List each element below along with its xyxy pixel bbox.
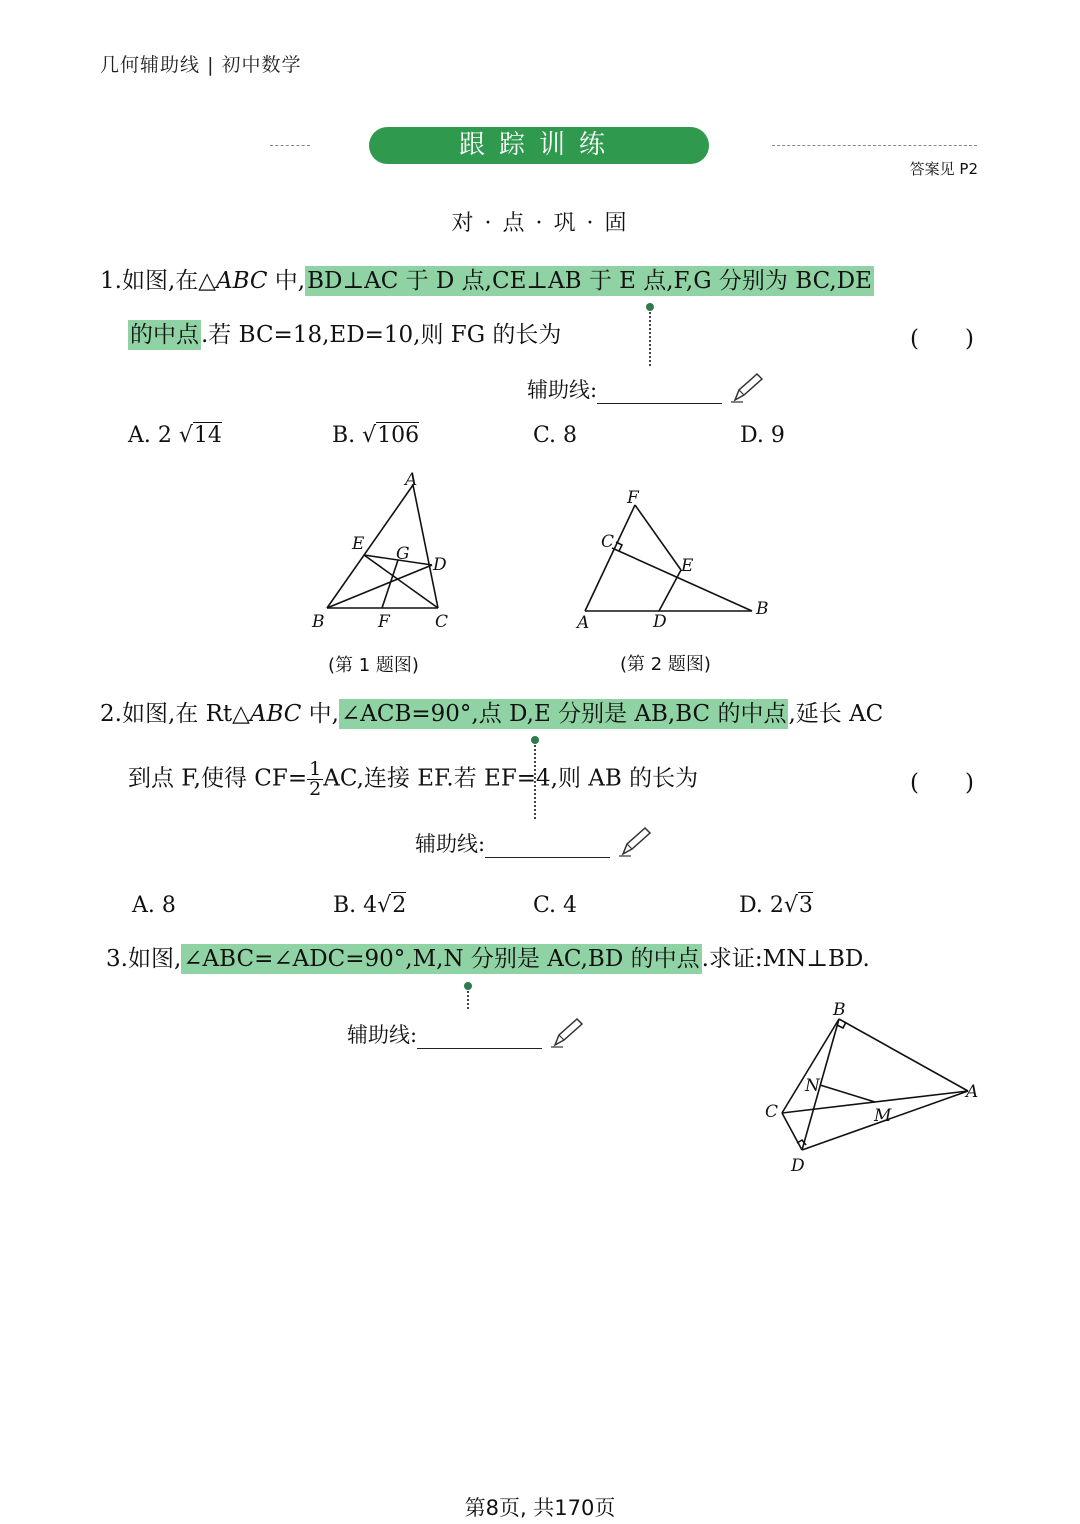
section-banner: 跟踪训练 — [369, 127, 709, 164]
fig3-label-n: N — [805, 1076, 820, 1096]
q2-number: 2. — [100, 701, 122, 727]
q2-line2 — [128, 760, 698, 799]
q3-pre: 如图, — [127, 946, 182, 972]
header-subject: 初中数学 — [221, 54, 302, 76]
q2-pointer-line — [534, 745, 536, 819]
pen-icon — [729, 372, 765, 404]
q2-option-b[interactable]: B. 4√2 — [333, 893, 407, 918]
q2-post: ,延长 AC — [788, 701, 884, 727]
q1-pointer-line — [649, 312, 651, 366]
q2-aux-label: 辅助线: — [415, 832, 486, 856]
q2-option-b-radicand: 2 — [392, 893, 407, 918]
q1-triangle: ABC — [215, 268, 268, 294]
q1-aux-label: 辅助线: — [527, 378, 598, 402]
q1-highlight-1: BD⊥AC 于 D 点,CE⊥AB 于 E 点,F,G 分别为 BC,DE — [307, 268, 872, 294]
q1-option-a-radicand: 14 — [193, 423, 222, 448]
q2-pointer-dot — [531, 736, 539, 744]
q2-pre: 如图,在 Rt△ — [121, 701, 250, 727]
q2-aux-line — [415, 826, 653, 858]
q2-fraction-numerator: 1 — [309, 758, 322, 780]
header-book-title: 几何辅助线 — [100, 54, 201, 76]
header-separator: | — [207, 54, 215, 76]
q1-pointer-dot — [646, 303, 654, 311]
fig2-label-c: C — [601, 532, 615, 552]
q3-line1 — [106, 942, 870, 976]
q3-aux-blank[interactable] — [417, 1026, 542, 1049]
q1-number: 1. — [100, 268, 122, 294]
q1-option-c[interactable]: C. 8 — [533, 423, 578, 448]
banner-divider-left — [270, 145, 310, 146]
q3-number: 3. — [106, 946, 128, 972]
q3-pointer-dot — [464, 982, 472, 990]
q2-answer-paren: ( ) — [910, 770, 974, 796]
q2-option-c[interactable]: C. 4 — [533, 893, 578, 918]
q1-option-b-text: B. — [332, 423, 363, 448]
q1-aux-blank[interactable] — [597, 381, 722, 404]
q1-option-b-radicand: 106 — [377, 423, 420, 448]
q2-option-a[interactable]: A. 8 — [132, 893, 176, 918]
q1-option-d[interactable]: D. 9 — [740, 423, 785, 448]
fig2-label-f: F — [627, 488, 639, 508]
fig2-label-d: D — [653, 612, 667, 632]
figure-3 — [755, 995, 985, 1180]
fig1-label-d: D — [433, 555, 447, 575]
q1-answer-paren: ( ) — [910, 326, 974, 352]
q2-figure-caption: (第 2 题图) — [620, 654, 711, 675]
q2-line1 — [100, 697, 883, 731]
fig1-label-b: B — [312, 612, 325, 632]
q2-option-d[interactable]: D. 2√3 — [739, 893, 813, 918]
fig3-label-a: A — [966, 1082, 979, 1102]
fig3-label-b: B — [833, 1000, 846, 1020]
fig1-label-g: G — [396, 544, 410, 564]
page-footer: 第8页, 共170页 — [464, 1496, 616, 1520]
answer-reference: 答案见 P2 — [909, 160, 978, 178]
fig1-label-e: E — [352, 534, 365, 554]
q2-option-b-text: B. 4 — [333, 893, 378, 918]
q1-pre: 如图,在△ — [121, 268, 216, 294]
q3-highlight: ∠ABC=∠ADC=90°,M,N 分别是 AC,BD 的中点 — [183, 946, 700, 972]
section-title: 对 · 点 · 巩 · 固 — [451, 211, 629, 236]
q1-option-a-text: A. 2 — [128, 423, 172, 448]
fig2-label-a: A — [577, 613, 590, 633]
fig3-label-c: C — [765, 1102, 779, 1122]
q2-aux-blank[interactable] — [485, 835, 610, 858]
q1-highlight-2: 的中点 — [130, 322, 199, 348]
q1-option-b[interactable]: B. √106 — [332, 423, 420, 448]
fig2-label-b: B — [756, 599, 769, 619]
q2-line2-a: 到点 F,使得 CF= — [128, 765, 308, 792]
q1-aux-line — [527, 372, 765, 404]
q2-mid: 中, — [301, 701, 339, 727]
fig2-label-e: E — [681, 556, 694, 576]
q2-line2-b: AC,连接 EF.若 EF=4,则 AB 的长为 — [323, 765, 699, 792]
q1-mid: 中, — [267, 268, 306, 294]
q2-option-d-text: D. 2 — [739, 893, 784, 918]
fig1-label-a: A — [405, 470, 418, 490]
pen-icon — [617, 826, 653, 858]
q2-option-d-radicand: 3 — [798, 893, 813, 918]
q3-pointer-line — [467, 991, 469, 1009]
figure-2 — [565, 485, 775, 635]
fig3-label-d: D — [791, 1156, 805, 1176]
q2-fraction — [307, 760, 323, 799]
q3-aux-line — [347, 1017, 585, 1049]
q1-figure-caption: (第 1 题图) — [328, 655, 419, 676]
figure-1 — [300, 465, 470, 635]
banner-divider-right — [772, 145, 977, 146]
q3-post: .求证:MN⊥BD. — [701, 946, 870, 972]
q3-aux-label: 辅助线: — [347, 1023, 418, 1047]
q1-option-a[interactable]: A. 2 √14 — [128, 423, 222, 448]
fig3-label-m: M — [874, 1106, 892, 1126]
page-header — [100, 50, 302, 77]
pen-icon — [549, 1017, 585, 1049]
fig1-label-f: F — [378, 612, 390, 632]
q2-fraction-denominator: 2 — [309, 778, 322, 800]
q2-triangle: ABC — [249, 701, 302, 727]
q1-line1 — [100, 264, 874, 298]
fig1-label-c: C — [435, 612, 449, 632]
q1-line2 — [128, 318, 561, 352]
q1-post: .若 BC=18,ED=10,则 FG 的长为 — [201, 322, 562, 348]
q2-highlight: ∠ACB=90°,点 D,E 分别是 AB,BC 的中点 — [341, 701, 787, 727]
